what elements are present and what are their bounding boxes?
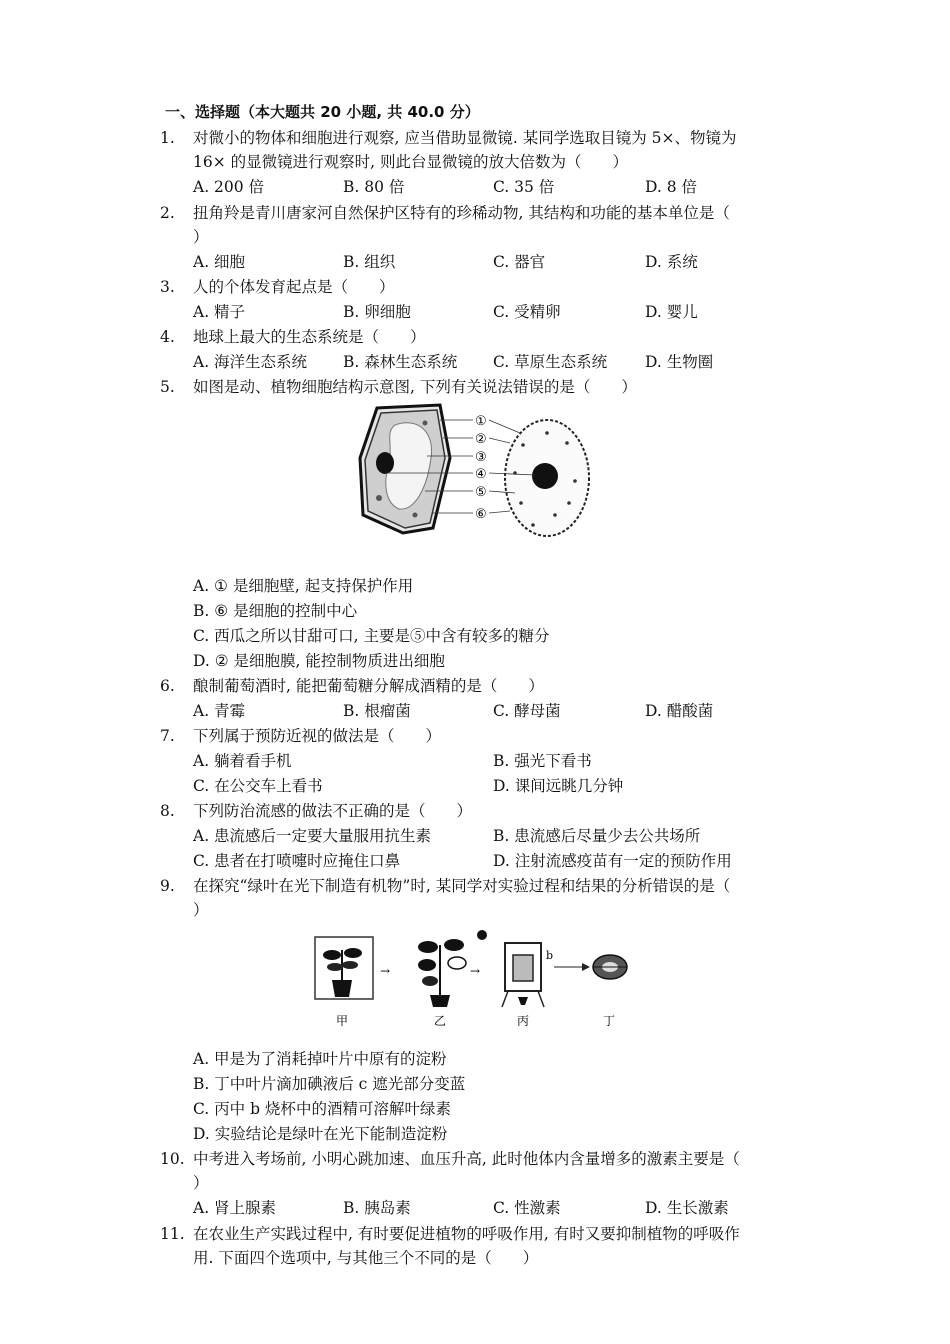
- option-d: D. 8 倍: [645, 178, 698, 196]
- caption-bing: 丙: [517, 1014, 530, 1028]
- question-stem: 扭角羚是青川唐家河自然保护区特有的珍稀动物, 其结构和功能的基本单位是（: [193, 204, 730, 222]
- question-stem: 用. 下面四个选项中, 与其他三个不同的是（ ）: [193, 1249, 539, 1267]
- question-number: 2.: [160, 204, 175, 222]
- option-d: D. 醋酸菌: [645, 702, 714, 720]
- sun-icon: [477, 930, 487, 940]
- option-d: D. 生长激素: [645, 1199, 729, 1217]
- question-number: 8.: [160, 802, 175, 820]
- question-stem: 下列防治流感的做法不正确的是（ ）: [193, 802, 473, 820]
- option-c: C. 患者在打喷嚏时应掩住口鼻: [193, 852, 401, 870]
- question-number: 5.: [160, 378, 175, 396]
- question-stem: 对微小的物体和细胞进行观察, 应当借助显微镜. 某同学选取目镜为 5×、物镜为: [193, 129, 737, 147]
- option-a: A. 海洋生态系统: [193, 353, 308, 371]
- question-stem: 人的个体发育起点是（ ）: [193, 278, 395, 296]
- option-d: D. 实验结论是绿叶在光下能制造淀粉: [193, 1125, 448, 1143]
- caption-ding: 丁: [603, 1014, 616, 1028]
- option-c: C. 性激素: [493, 1199, 561, 1217]
- option-a: A. ① 是细胞壁, 起支持保护作用: [193, 577, 414, 595]
- question-stem: 如图是动、植物细胞结构示意图, 下列有关说法错误的是（ ）: [193, 378, 637, 396]
- figure-label-1: ①: [475, 414, 487, 429]
- question-stem: 在探究“绿叶在光下制造有机物”时, 某同学对实验过程和结果的分析错误的是（: [193, 877, 731, 895]
- option-a: A. 肾上腺素: [193, 1199, 277, 1217]
- option-a: A. 青霉: [193, 702, 246, 720]
- option-d: D. 生物圈: [645, 353, 714, 371]
- option-a: A. 细胞: [193, 253, 246, 271]
- option-b: B. 丁中叶片滴加碘液后 c 遮光部分变蓝: [193, 1075, 466, 1093]
- figure-label-3: ③: [475, 450, 487, 465]
- option-c: C. 丙中 b 烧杯中的酒精可溶解叶绿素: [193, 1100, 451, 1118]
- question-stem: ）: [193, 1174, 209, 1192]
- option-a: A. 甲是为了消耗掉叶片中原有的淀粉: [193, 1050, 447, 1068]
- animal-nucleus: [532, 463, 558, 489]
- question-stem: 16× 的显微镜进行观察时, 则此台显微镜的放大倍数为（ ）: [193, 153, 628, 171]
- beaker-label: b: [546, 949, 554, 962]
- option-c: C. 受精卵: [493, 303, 561, 321]
- question-stem: 地球上最大的生态系统是（ ）: [193, 328, 426, 346]
- option-a: A. 精子: [193, 303, 246, 321]
- plant-jia: [323, 948, 362, 997]
- question-number: 1.: [160, 129, 175, 147]
- question-number: 3.: [160, 278, 175, 296]
- option-c: C. 草原生态系统: [493, 353, 608, 371]
- question-stem: ）: [193, 228, 209, 246]
- option-a: A. 躺着看手机: [193, 752, 292, 770]
- figure-label-4: ④: [475, 467, 487, 482]
- arrow-icon: →: [380, 964, 391, 978]
- option-a: A. 200 倍: [193, 178, 265, 196]
- question-number: 4.: [160, 328, 175, 346]
- caption-jia: 甲: [336, 1014, 349, 1028]
- option-b: B. 组织: [343, 253, 396, 271]
- question-number: 10.: [160, 1150, 185, 1168]
- figure-label-5: ⑤: [475, 485, 487, 500]
- option-b: B. 80 倍: [343, 178, 405, 196]
- option-a: A. 患流感后一定要大量服用抗生素: [193, 827, 432, 845]
- option-b: B. 胰岛素: [343, 1199, 411, 1217]
- option-b: B. 患流感后尽量少去公共场所: [493, 827, 701, 845]
- option-d: D. 系统: [645, 253, 698, 271]
- leaf-ding: [593, 955, 627, 979]
- option-d: D. 婴儿: [645, 303, 698, 321]
- figure-label-2: ②: [475, 432, 487, 447]
- option-b: B. 卵细胞: [343, 303, 411, 321]
- question-stem: 下列属于预防近视的做法是（ ）: [193, 727, 442, 745]
- option-c: C. 西瓜之所以甘甜可口, 主要是⑤中含有较多的糖分: [193, 627, 550, 645]
- caption-yi: 乙: [434, 1014, 447, 1028]
- option-b: B. 根瘤菌: [343, 702, 411, 720]
- question-number: 6.: [160, 677, 175, 695]
- option-d: D. 课间远眺几分钟: [493, 777, 624, 795]
- section-title: 一、选择题（本大题共 20 小题, 共 40.0 分）: [165, 103, 480, 121]
- photosynthesis-experiment-figure: [310, 925, 645, 1030]
- option-b: B. ⑥ 是细胞的控制中心: [193, 602, 358, 620]
- question-stem: 中考进入考场前, 小明心跳加速、血压升高, 此时他体内含量增多的激素主要是（: [193, 1150, 740, 1168]
- question-stem: 在农业生产实践过程中, 有时要促进植物的呼吸作用, 有时又要抑制植物的呼吸作: [193, 1225, 740, 1243]
- option-c: C. 35 倍: [493, 178, 555, 196]
- question-number: 11.: [160, 1225, 185, 1243]
- water-bath-bing: [502, 943, 544, 1007]
- cell-structure-figure: [355, 403, 605, 553]
- question-number: 9.: [160, 877, 175, 895]
- figure-label-6: ⑥: [475, 507, 487, 522]
- arrow-icon: →: [470, 964, 481, 978]
- option-c: C. 在公交车上看书: [193, 777, 323, 795]
- option-d: D. 注射流感疫苗有一定的预防作用: [493, 852, 732, 870]
- option-b: B. 强光下看书: [493, 752, 592, 770]
- option-c: C. 酵母菌: [493, 702, 561, 720]
- option-b: B. 森林生态系统: [343, 353, 458, 371]
- option-d: D. ② 是细胞膜, 能控制物质进出细胞: [193, 652, 445, 670]
- plant-yi: [418, 939, 466, 1007]
- option-c: C. 器官: [493, 253, 546, 271]
- question-number: 7.: [160, 727, 175, 745]
- plant-nucleus: [376, 452, 394, 474]
- question-stem: 酿制葡萄酒时, 能把葡萄糖分解成酒精的是（ ）: [193, 677, 544, 695]
- question-stem: ）: [193, 901, 209, 919]
